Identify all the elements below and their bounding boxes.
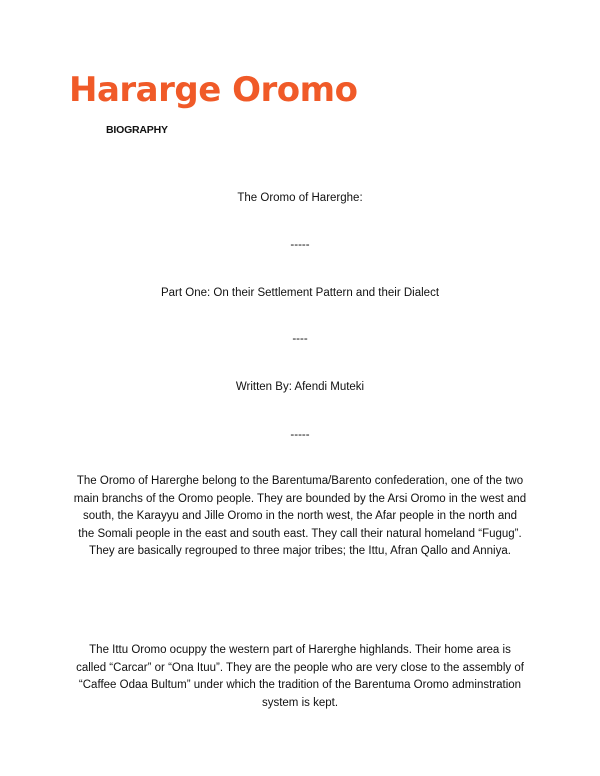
paragraph-line: system is kept. — [261, 696, 339, 709]
section-heading: The Oromo of Harerghe: — [237, 192, 363, 204]
paragraph-line: “Caffee Odaa Bultum” under which the tradition of the Barentuma Oromo adminstration — [78, 679, 522, 691]
paragraph-ittu — [60, 642, 540, 712]
separator: ----- — [290, 429, 310, 441]
separator: ----- — [290, 239, 310, 251]
document-title: Hararge Oromo — [69, 70, 358, 110]
separator: ---- — [292, 333, 308, 345]
paragraph-line: The Oromo of Harerghe belong to the Barentuma/Barento confederation, one of the two — [76, 475, 524, 487]
document-subtitle: BIOGRAPHY — [106, 124, 168, 136]
paragraph-line: the Somali people in the east and south east. They call their natural homeland “Fugug”. — [78, 527, 522, 540]
paragraph-line: main branchs of the Oromo people. They are bounded by the Arsi Oromo in the west and — [73, 492, 527, 505]
byline: Written By: Afendi Muteki — [235, 381, 365, 393]
paragraph-line: called “Carcar” or “Ona Ituu”. They are the people who are very close to the assembly of — [76, 661, 524, 674]
paragraph-line: They are basically regrouped to three major tribes; the Ittu, Afran Qallo and Anniya. — [89, 545, 511, 557]
paragraph-line: south, the Karayyu and Jille Oromo in the north west, the Afar people in the north and — [82, 510, 518, 522]
paragraph-intro — [60, 473, 540, 561]
part-title: Part One: On their Settlement Pattern and their Dialect — [160, 287, 440, 299]
paragraph-line: The Ittu Oromo ocuppy the western part of Harerghe highlands. Their home area is — [89, 644, 511, 656]
